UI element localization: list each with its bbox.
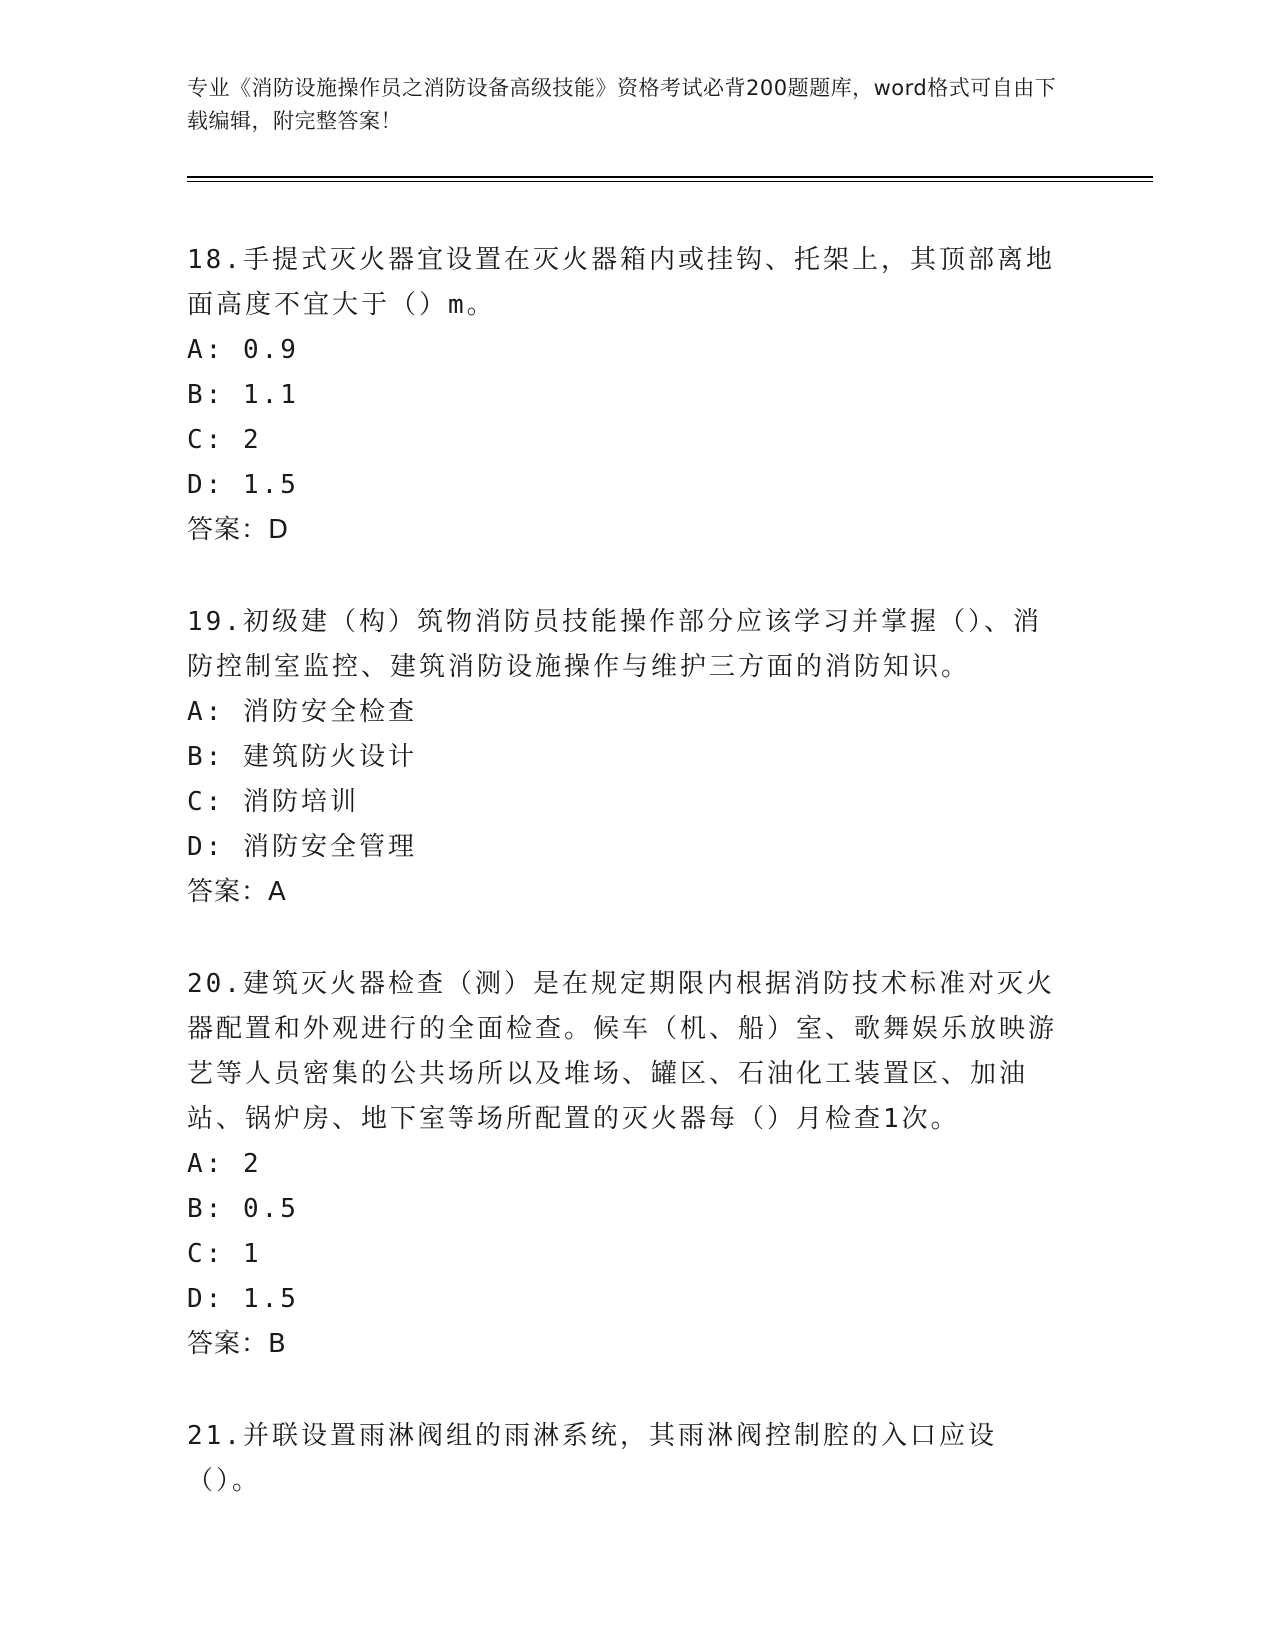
question-19 [187,600,1087,915]
question-18 [187,238,1087,553]
option-a: A: 2 [187,1149,262,1179]
answer: 答案：A [187,877,287,907]
option-d: D: 1.5 [187,470,299,500]
question-text: 21.并联设置雨淋阀组的雨淋系统，其雨淋阀控制腔的入口应设（）。 [187,1421,997,1496]
document-header: 专业《消防设施操作员之消防设备高级技能》资格考试必背200题题库，word格式可自由下载编辑，附完整答案！ [187,76,1057,133]
option-a: A: 0.9 [187,335,299,365]
option-d: D: 1.5 [187,1284,299,1314]
document-page [187,0,1147,1650]
option-b: B: 建筑防火设计 [187,742,417,772]
option-a: A: 消防安全检查 [187,697,417,727]
option-c: C: 消防培训 [187,787,359,817]
header-divider [187,176,1153,182]
question-text: 19.初级建（构）筑物消防员技能操作部分应该学习并掌握（）、消防控制室监控、建筑消防设施操作与维护三方面的消防知识。 [187,607,1042,682]
answer: 答案：D [187,515,290,545]
question-text: 20.建筑灭火器检查（测）是在规定期限内根据消防技术标准对灭火器配置和外观进行的全面检查。候车（机、船）室、歌舞娱乐放映游艺等人员密集的公共场所以及堆场、罐区、石油化工装置区、加油站、锅炉房、地下室等场所配置的灭火器每（）月检查1次。 [187,969,1058,1134]
question-text: 18.手提式灭火器宜设置在灭火器箱内或挂钩、托架上，其顶部离地面高度不宜大于（）m。 [187,245,1055,320]
option-b: B: 0.5 [187,1194,299,1224]
option-b: B: 1.1 [187,380,299,410]
answer: 答案：B [187,1329,287,1359]
question-21 [187,1414,1087,1504]
option-d: D: 消防安全管理 [187,832,417,862]
question-list [187,238,1087,1551]
option-c: C: 1 [187,1239,262,1269]
question-20 [187,962,1087,1367]
option-c: C: 2 [187,425,262,455]
